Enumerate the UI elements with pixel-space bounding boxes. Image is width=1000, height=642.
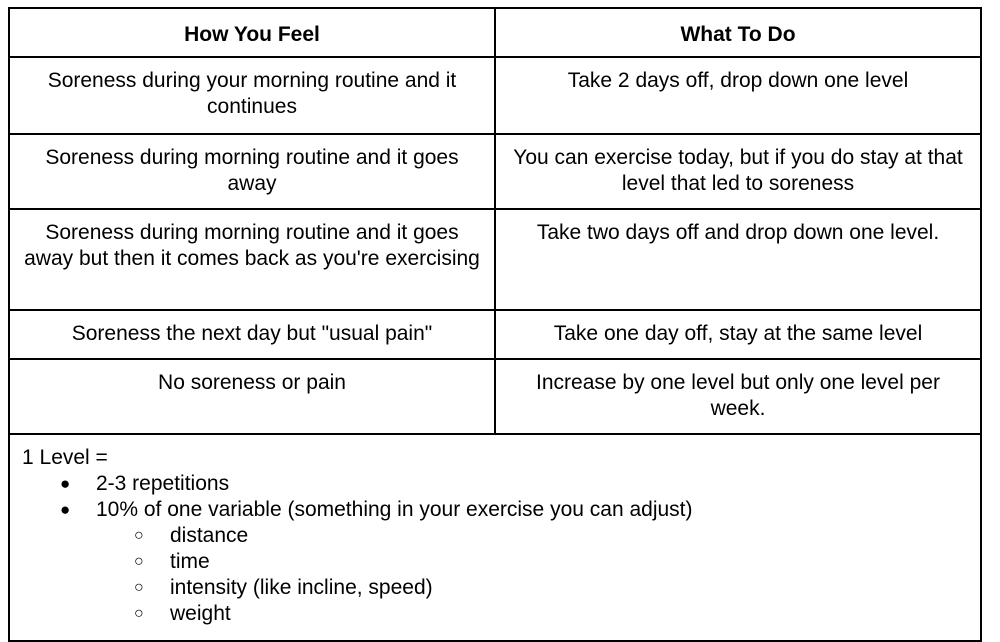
feel-cell: Soreness during your morning routine and it continues (9, 57, 495, 134)
table-row (9, 359, 981, 434)
action-cell: Take 2 days off, drop down one level (495, 57, 981, 134)
feel-cell: No soreness or pain (9, 359, 495, 434)
table-row (9, 209, 981, 310)
level-definition-title: 1 Level = (22, 446, 108, 469)
variable-sub-list (96, 523, 980, 627)
action-cell: Take two days off and drop down one level. (495, 209, 981, 310)
level-bullet-list (22, 471, 980, 627)
filled-bullet-icon: ● (60, 500, 71, 519)
hollow-bullet-icon: ○ (134, 605, 144, 622)
action-cell: Increase by one level but only one level per week. (495, 359, 981, 434)
action-cell: Take one day off, stay at the same level (495, 310, 981, 359)
sub-list-item (96, 549, 980, 575)
table-row (9, 310, 981, 359)
list-item (22, 471, 980, 497)
filled-bullet-icon: ● (60, 474, 71, 493)
bullet-text: 10% of one variable (something in your exercise you can adjust) (96, 498, 693, 521)
sub-bullet-text: intensity (like incline, speed) (170, 576, 433, 599)
action-cell: You can exercise today, but if you do stay at that level that led to soreness (495, 134, 981, 209)
table-row (9, 134, 981, 209)
header-how-you-feel: How You Feel (9, 8, 495, 57)
bullet-text: 2-3 repetitions (96, 472, 230, 495)
level-definition-cell (9, 434, 981, 641)
hollow-bullet-icon: ○ (134, 527, 144, 544)
sub-list-item (96, 575, 980, 601)
table-row (9, 57, 981, 134)
header-what-to-do: What To Do (495, 8, 981, 57)
hollow-bullet-icon: ○ (134, 579, 144, 596)
sub-bullet-text: distance (170, 524, 249, 547)
feel-cell: Soreness the next day but "usual pain" (9, 310, 495, 359)
sub-list-item (96, 523, 980, 549)
feel-cell: Soreness during morning routine and it goes away (9, 134, 495, 209)
level-note-row (9, 434, 981, 641)
table-header-row (9, 8, 981, 57)
sub-list-item (96, 601, 980, 627)
sub-bullet-text: time (170, 550, 210, 573)
activity-guide-table (8, 7, 982, 642)
list-item (22, 497, 980, 627)
feel-cell: Soreness during morning routine and it goes away but then it comes back as you're exercising (9, 209, 495, 310)
sub-bullet-text: weight (170, 602, 231, 625)
hollow-bullet-icon: ○ (134, 553, 144, 570)
